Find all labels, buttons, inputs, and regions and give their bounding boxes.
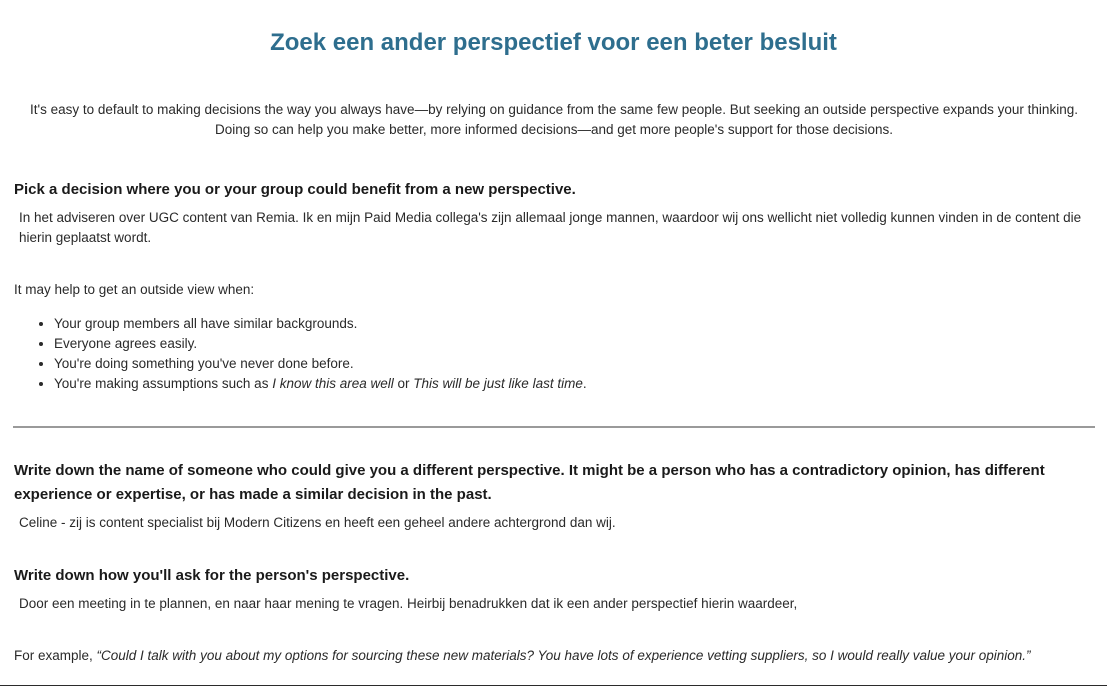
person-answer[interactable]: Celine - zij is content specialist bij Modern Citizens en heeft een geheel andere achtergrond dan wij.	[19, 515, 616, 530]
section-divider	[13, 426, 1095, 428]
list-item	[54, 374, 587, 394]
list-item	[54, 354, 587, 374]
example-text	[14, 646, 1089, 666]
outside-view-intro: It may help to get an outside view when:	[14, 282, 255, 297]
intro-text: It's easy to default to making decisions the way you always have—by relying on guidance from the same few people. But seeking an outside perspective expands your thinking. Doing so can help you make better, more informed decisions—and get more people's support for those decisions.	[30, 102, 1078, 137]
tip-text: You're doing something you've never done before.	[54, 356, 354, 371]
tip-text: or	[393, 376, 414, 391]
ask-question: Write down how you'll ask for the person's perspective.	[14, 567, 410, 584]
tip-text: Your group members all have similar backgrounds.	[54, 316, 358, 331]
tip-text: You're making assumptions such as	[54, 376, 273, 391]
tip-emphasis: This will be just like last time	[413, 376, 583, 391]
list-item	[54, 334, 587, 354]
decision-answer[interactable]: In het adviseren over UGC content van Remia. Ik en mijn Paid Media collega's zijn allemaal jonge mannen, waardoor wij ons wellicht niet volledig kunnen vinden in de content die hierin geplaatst wordt.	[19, 210, 1082, 245]
example-prefix: For example,	[14, 648, 97, 663]
example-quote: “Could I talk with you about my options for sourcing these new materials? You have lots of experience vetting suppliers, so I would really value your opinion.”	[96, 648, 1031, 663]
outside-view-tips	[14, 314, 587, 394]
tip-text: Everyone agrees easily.	[54, 336, 198, 351]
person-question: Write down the name of someone who could give you a different perspective. It might be a person who has a contradictory opinion, has different experience or expertise, or has made a similar decision in the past.	[14, 462, 1045, 503]
decision-question: Pick a decision where you or your group could benefit from a new perspective.	[14, 181, 576, 198]
page-title: Zoek een ander perspectief voor een beter besluit	[270, 29, 837, 56]
ask-answer[interactable]: Door een meeting in te plannen, en naar haar mening te vragen. Heirbij benadrukken dat ik een ander perspectief hierin waardeer,	[19, 596, 798, 611]
tip-emphasis: I know this area well	[272, 376, 394, 391]
tip-text: .	[582, 376, 587, 391]
list-item	[54, 314, 587, 334]
